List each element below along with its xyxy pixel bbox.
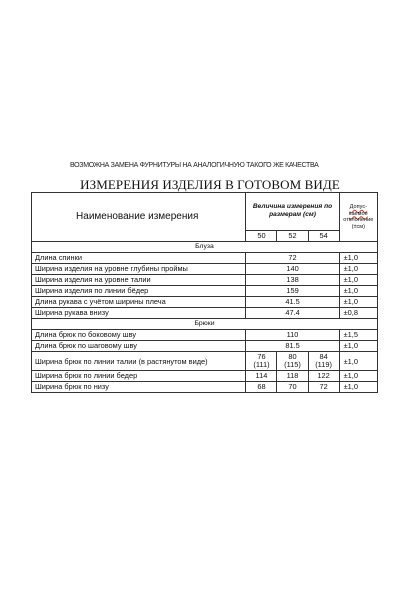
value-stretched: (119) — [315, 360, 332, 369]
table-row — [32, 297, 378, 308]
measurement-value: 159 — [246, 286, 339, 297]
measurement-value: 72 — [308, 382, 339, 393]
measurement-value: 68 — [246, 382, 277, 393]
measurement-name: Ширина изделия на уровне талии — [32, 275, 246, 286]
table-row — [32, 352, 378, 371]
measurement-value: 114 — [246, 371, 277, 382]
table-row — [32, 330, 378, 341]
measurement-value: 138 — [246, 275, 339, 286]
tolerance-value: ±1,0 — [339, 264, 377, 275]
value-stretched: (115) — [284, 360, 301, 369]
value-main: 80 — [288, 351, 297, 361]
section-row — [32, 319, 378, 330]
measurement-value — [277, 352, 308, 371]
measurement-name: Ширина брюк по линии бедер — [32, 371, 246, 382]
measurement-name: Ширина брюк по низу — [32, 382, 246, 393]
cut-off-notice: ВОЗМОЖНА ЗАМЕНА ФУРНИТУРЫ НА АНАЛОГИЧНУЮ ТАКОГО ЖЕ КАЧЕСТВА — [70, 162, 319, 169]
measurement-name: Длина спинки — [32, 253, 246, 264]
table-row — [32, 308, 378, 319]
measurement-name: Ширина изделия по линии бёдер — [32, 286, 246, 297]
measurement-value: 72 — [246, 253, 339, 264]
measurement-value: 41.5 — [246, 297, 339, 308]
table-row — [32, 371, 378, 382]
table-header-row — [32, 193, 378, 231]
value-column-header: Величина измерения по размерам (см) — [246, 193, 339, 231]
tolerance-value: ±1,0 — [339, 341, 377, 352]
measurement-value: 47.4 — [246, 308, 339, 319]
section-title-blouse: Блуза — [32, 242, 378, 253]
name-column-header: Наименование измерения — [32, 193, 246, 242]
table-row — [32, 275, 378, 286]
measurement-value: 110 — [246, 330, 339, 341]
measurement-value: 140 — [246, 264, 339, 275]
table-row — [32, 253, 378, 264]
tolerance-value: ±1,5 — [339, 330, 377, 341]
tolerance-value: ±1,0 — [339, 297, 377, 308]
tolerance-value: ±1,0 — [339, 371, 377, 382]
section-row — [32, 242, 378, 253]
value-main: 84 — [319, 351, 328, 361]
table-row — [32, 382, 378, 393]
measurement-value — [308, 352, 339, 371]
measurement-value: 118 — [277, 371, 308, 382]
measurement-value: 122 — [308, 371, 339, 382]
section-title-trousers: Брюки — [32, 319, 378, 330]
size-header: 50 — [246, 230, 277, 241]
measurement-value: 70 — [277, 382, 308, 393]
tolerance-value: ±1,0 — [339, 382, 377, 393]
value-stretched: (111) — [253, 360, 270, 369]
size-header: 52 — [277, 230, 308, 241]
measurement-name: Ширина рукава внизу — [32, 308, 246, 319]
page-title: ИЗМЕРЕНИЯ ИЗДЕЛИЯ В ГОТОВОМ ВИДЕ — [80, 177, 340, 192]
table-row — [32, 264, 378, 275]
measurement-value: 81.5 — [246, 341, 339, 352]
table-row — [32, 341, 378, 352]
tolerance-value: ±1,0 — [339, 275, 377, 286]
value-main: 76 — [257, 351, 266, 361]
size-header: 54 — [308, 230, 339, 241]
measurement-name: Длина брюк по боковому шву — [32, 330, 246, 341]
tolerance-value: ±1,0 — [339, 352, 377, 371]
table-row — [32, 286, 378, 297]
measurement-name: Длина брюк по шаговому шву — [32, 341, 246, 352]
tolerance-header-rest: отклонение (±см) — [343, 217, 374, 230]
measurement-name: Длина рукава с учётом ширины плеча — [32, 297, 246, 308]
measurement-name: Ширина брюк по линии талии (в растянутом виде) — [32, 352, 246, 371]
tolerance-column-header — [339, 193, 377, 242]
tolerance-value: ±1,0 — [339, 286, 377, 297]
tolerance-value: ±0,8 — [339, 308, 377, 319]
tolerance-value: ±1,0 — [339, 253, 377, 264]
measurement-name: Ширина изделия на уровне глубины проймы — [32, 264, 246, 275]
measurements-table — [31, 192, 378, 393]
tolerance-header-word: Допус-каемое — [348, 204, 368, 217]
measurement-value — [246, 352, 277, 371]
